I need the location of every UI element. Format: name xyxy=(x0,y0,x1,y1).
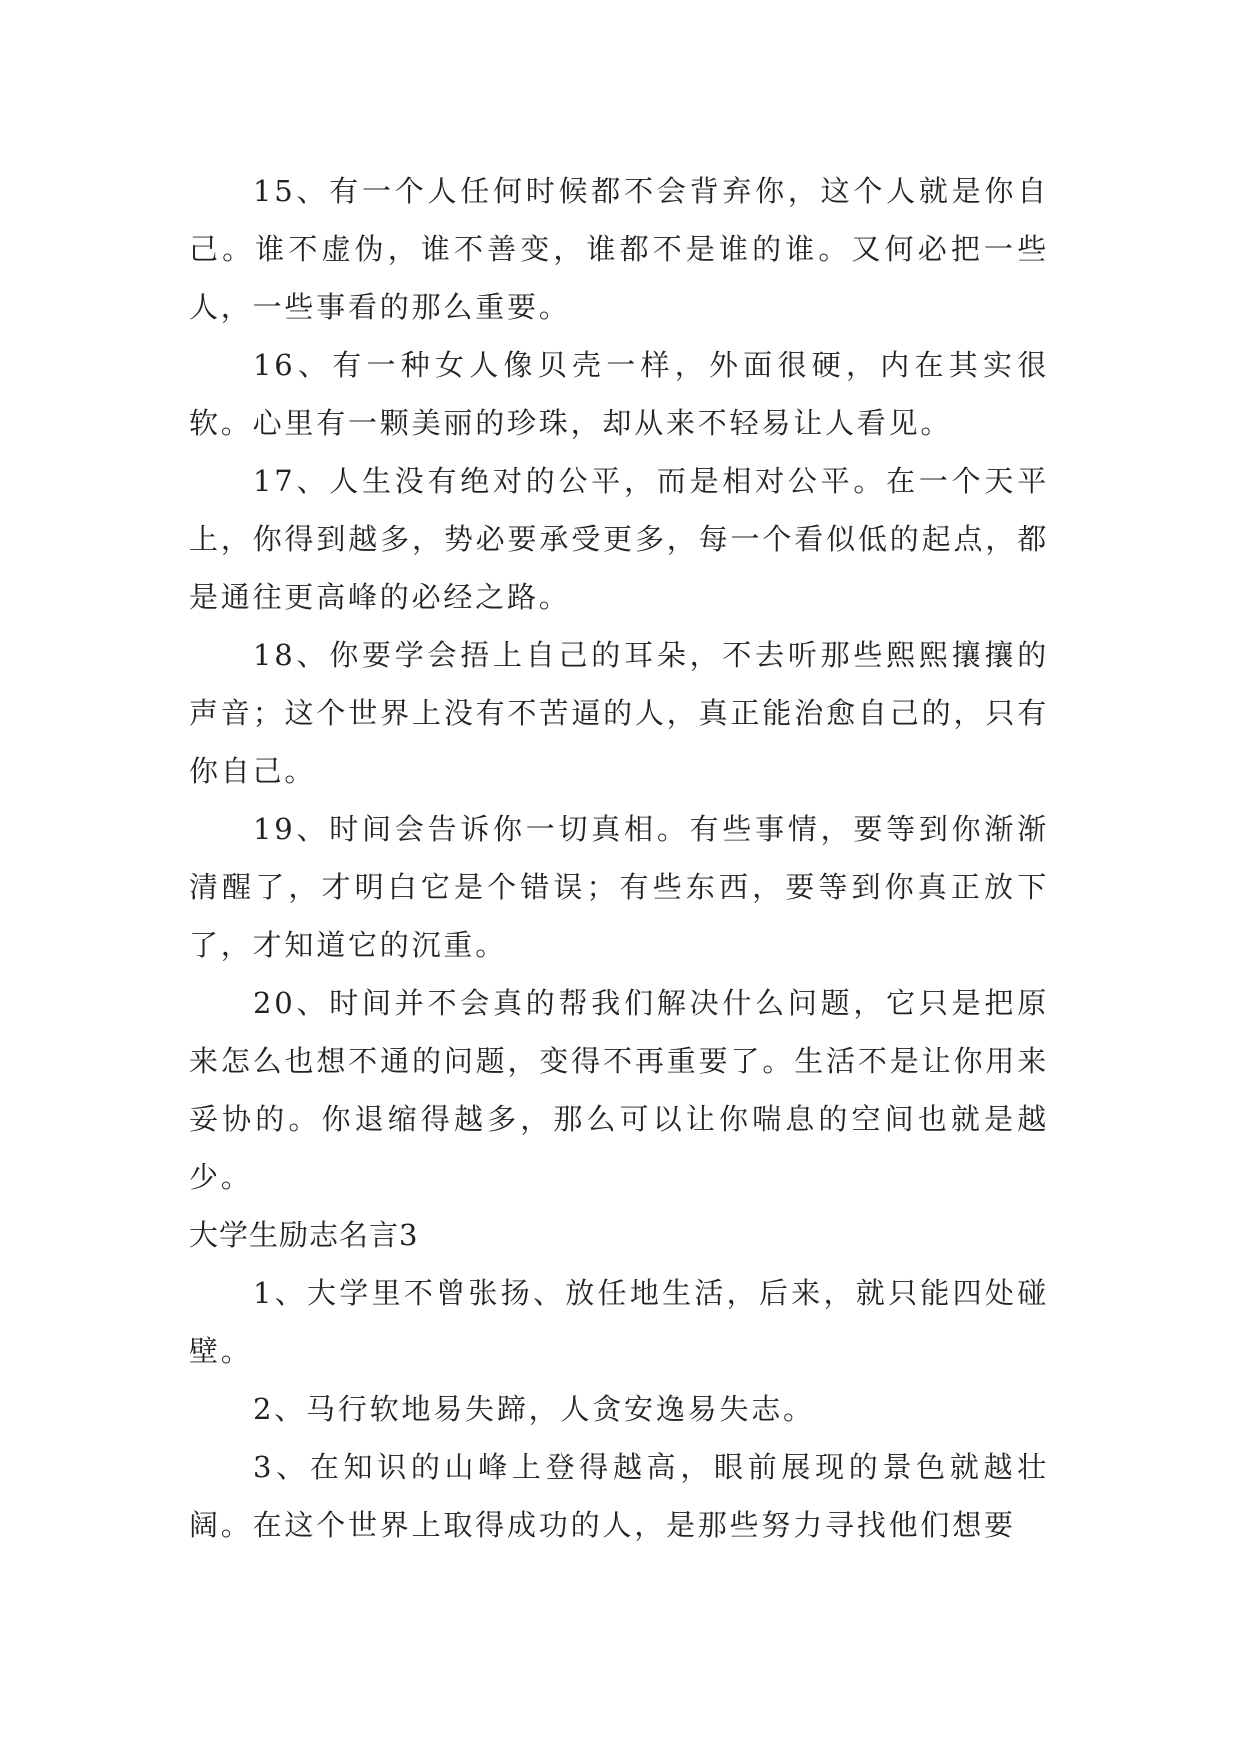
quote-paragraph-19: 19、时间会告诉你一切真相。有些事情，要等到你渐渐清醒了，才明白它是个错误；有些东西，要等到你真正放下了，才知道它的沉重。 xyxy=(189,812,1049,962)
quote-paragraph-18: 18、你要学会捂上自己的耳朵，不去听那些熙熙攘攘的声音；这个世界上没有不苦逼的人，真正能治愈自己的，只有你自己。 xyxy=(189,638,1049,788)
quote-paragraph-17: 17、人生没有绝对的公平，而是相对公平。在一个天平上，你得到越多，势必要承受更多，每一个看似低的起点，都是通往更高峰的必经之路。 xyxy=(189,464,1049,614)
quote-paragraph-2: 2、马行软地易失蹄，人贪安逸易失志。 xyxy=(253,1392,815,1426)
quote-paragraph-16: 16、有一种女人像贝壳一样，外面很硬，内在其实很软。心里有一颗美丽的珍珠，却从来不轻易让人看见。 xyxy=(189,348,1049,440)
document-body xyxy=(189,162,1049,1554)
section-heading: 大学生励志名言3 xyxy=(189,1218,419,1252)
quote-paragraph-3: 3、在知识的山峰上登得越高，眼前展现的景色就越壮阔。在这个世界上取得成功的人，是那些努力寻找他们想要 xyxy=(189,1450,1049,1542)
quote-paragraph-15: 15、有一个人任何时候都不会背弃你，这个人就是你自己。谁不虚伪，谁不善变，谁都不是谁的谁。又何必把一些人，一些事看的那么重要。 xyxy=(189,174,1049,324)
quote-paragraph-1: 1、大学里不曾张扬、放任地生活，后来，就只能四处碰壁。 xyxy=(189,1276,1049,1368)
quote-paragraph-20: 20、时间并不会真的帮我们解决什么问题，它只是把原来怎么也想不通的问题，变得不再重要了。生活不是让你用来妥协的。你退缩得越多，那么可以让你喘息的空间也就是越少。 xyxy=(189,986,1049,1194)
